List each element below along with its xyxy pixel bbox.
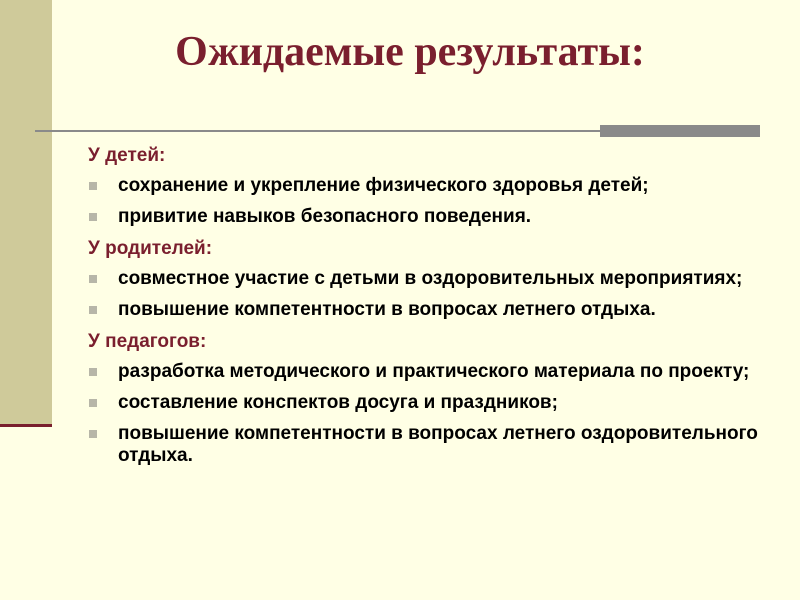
square-bullet-icon <box>89 182 97 190</box>
list-item <box>88 206 768 228</box>
list-item <box>88 299 768 321</box>
slide-title: Ожидаемые результаты: <box>175 29 645 75</box>
list-item-text: совместное участие с детьми в оздоровительных мероприятиях; <box>118 268 743 289</box>
section-heading-parents: У родителей: <box>88 238 213 259</box>
list-item-text: сохранение и укрепление физического здоровья детей; <box>118 175 649 196</box>
section-list-teachers <box>88 361 768 467</box>
title-divider-thick <box>600 125 760 137</box>
section-list-children <box>88 175 768 228</box>
list-item-text: составление конспектов досуга и праздников; <box>118 392 558 413</box>
list-item-text: повышение компетентности в вопросах летнего оздоровительного отдыха. <box>118 423 758 466</box>
square-bullet-icon <box>89 213 97 221</box>
square-bullet-icon <box>89 399 97 407</box>
side-decor-line <box>0 424 52 427</box>
square-bullet-icon <box>89 275 97 283</box>
square-bullet-icon <box>89 368 97 376</box>
list-item <box>88 268 768 290</box>
title-divider-thin <box>35 130 600 132</box>
list-item <box>88 392 768 414</box>
slide-content <box>88 144 768 476</box>
square-bullet-icon <box>89 306 97 314</box>
list-item-text: повышение компетентности в вопросах летнего отдыха. <box>118 299 656 320</box>
list-item-text: привитие навыков безопасного поведения. <box>118 206 532 227</box>
side-decor-bar <box>0 0 52 424</box>
section-heading-teachers: У педагогов: <box>88 331 207 352</box>
section-heading-children: У детей: <box>88 145 166 166</box>
list-item-text: разработка методического и практического материала по проекту; <box>118 361 750 382</box>
list-item <box>88 175 768 197</box>
section-list-parents <box>88 268 768 321</box>
list-item <box>88 361 768 383</box>
list-item <box>88 423 768 467</box>
square-bullet-icon <box>89 430 97 438</box>
